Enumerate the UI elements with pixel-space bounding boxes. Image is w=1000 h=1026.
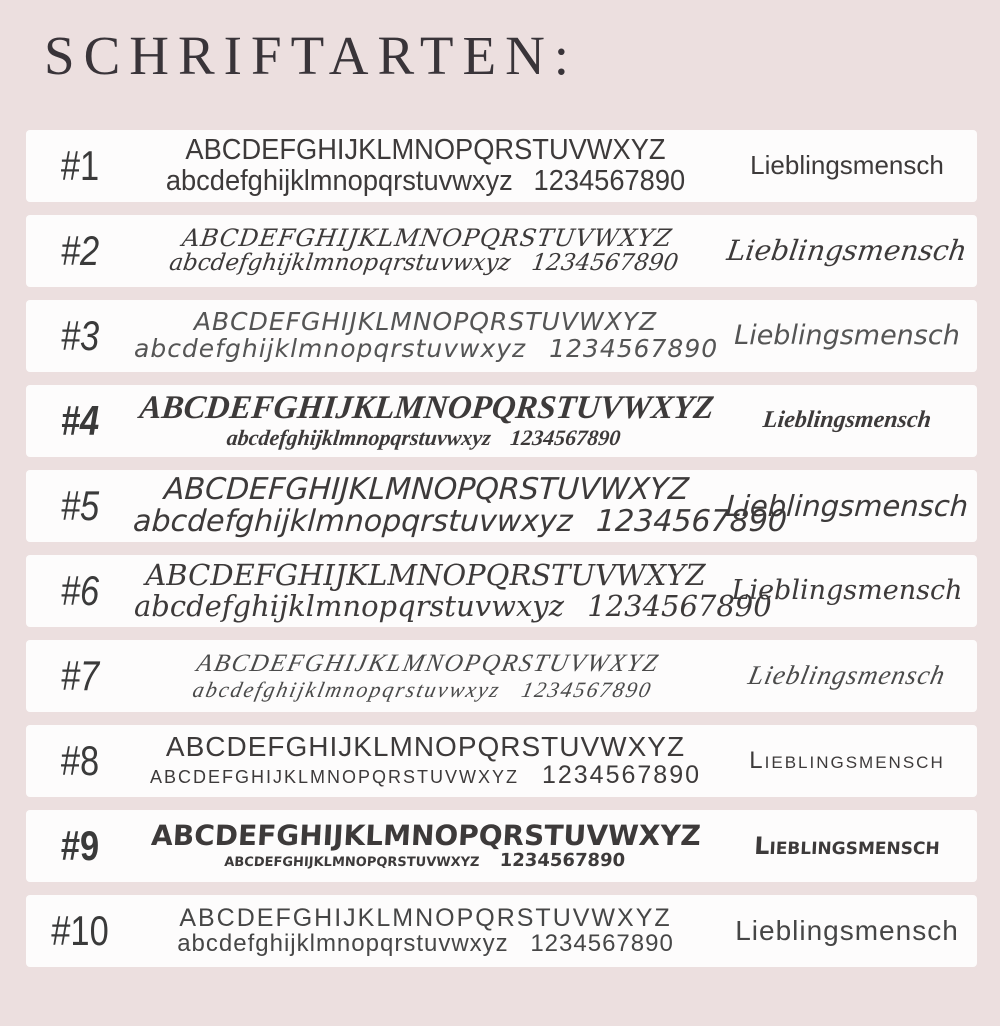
preview-word: Lieblingsmensch [724,234,970,267]
specimen-uppercase-line: ABCDEFGHIJKLMNOPQRSTUVWXYZ [193,307,658,336]
font-number-label: #3 [60,311,100,359]
font-number-label: #4 [60,396,100,444]
specimen-lowercase-digits-line: abcdefghijklmnopqrstuvwxyz 1234567890 [190,676,655,702]
font-number-label: #8 [60,736,100,784]
specimen-lowercase-digits-line: abcdefghijklmnopqrstuvwxyz 1234567890 [149,761,701,790]
font-number-label: #10 [51,906,109,954]
specimen-uppercase-line: ABCDEFGHIJKLMNOPQRSTUVWXYZ [185,133,666,166]
font-row [26,300,977,372]
preview-word: Lieblingsmensch [749,746,945,774]
specimen-lowercase-digits-line: abcdefghijklmnopqrstuvwxyz 1234567890 [134,588,772,623]
specimen-lowercase-digits-line: abcdefghijklmnopqrstuvwxyz 1234567890 [167,250,680,277]
specimen-lowercase-digits-line: abcdefghijklmnopqrstuvwxyz 1234567890 [134,333,719,363]
font-row [26,725,977,797]
specimen-uppercase-line: ABCDEFGHIJKLMNOPQRSTUVWXYZ [165,731,686,763]
preview-word: Lieblingsmensch [750,150,944,180]
font-specimen [134,732,717,788]
specimen-uppercase-line: ABCDEFGHIJKLMNOPQRSTUVWXYZ [150,819,702,853]
specimen-uppercase-line: ABCDEFGHIJKLMNOPQRSTUVWXYZ [179,903,672,932]
font-number-label: #7 [60,651,100,699]
font-row [26,810,977,882]
specimen-lowercase-digits-line: abcdefghijklmnopqrstuvwxyz 1234567890 [225,425,622,451]
font-number-label: #9 [60,821,100,869]
specimen-uppercase-line: ABCDEFGHIJKLMNOPQRSTUVWXYZ [145,557,706,592]
specimen-uppercase-line: ABCDEFGHIJKLMNOPQRSTUVWXYZ [137,390,716,427]
preview-word: Lieblingsmensch [735,914,959,946]
font-specimen [134,309,717,362]
font-row [26,385,977,457]
specimen-lowercase-digits-line: abcdefghijklmnopqrstuvwxyz 1234567890 [177,930,674,958]
font-specimen [131,391,720,449]
font-row [26,215,977,287]
preview-word: Lieblingsmensch [724,488,970,523]
preview-word: Lieblingsmensch [761,407,933,433]
font-specimen [134,557,772,623]
font-specimen [132,471,788,539]
font-specimen [130,223,720,277]
preview-word: Lieblingsmensch [753,831,941,860]
font-specimen [133,821,719,870]
font-row [26,470,977,542]
font-list [26,130,977,967]
font-row [26,130,977,202]
specimen-lowercase-digits-line: abcdefghijklmnopqrstuvwxyz 1234567890 [165,164,686,197]
page-title: SCHRIFTARTEN: [44,25,579,86]
font-specimen [134,135,717,196]
preview-word: Lieblingsmensch [745,660,949,690]
font-row [26,555,977,627]
font-showcase-page [0,26,1000,1026]
font-row [26,895,977,967]
preview-word: Lieblingsmensch [734,320,960,351]
font-specimen [129,651,723,701]
font-number-label: #1 [60,141,100,189]
specimen-uppercase-line: ABCDEFGHIJKLMNOPQRSTUVWXYZ [163,471,690,507]
specimen-lowercase-digits-line: abcdefghijklmnopqrstuvwxyz 1234567890 [132,503,788,539]
font-row [26,640,977,712]
font-number-label: #2 [60,226,100,274]
font-specimen [134,905,717,957]
specimen-uppercase-line: ABCDEFGHIJKLMNOPQRSTUVWXYZ [180,223,675,252]
specimen-uppercase-line: ABCDEFGHIJKLMNOPQRSTUVWXYZ [194,649,662,677]
specimen-lowercase-digits-line: abcdefghijklmnopqrstuvwxyz 1234567890 [223,849,626,871]
font-number-label: #6 [60,566,100,614]
preview-word: Lieblingsmensch [731,575,963,606]
font-number-label: #5 [60,481,100,529]
